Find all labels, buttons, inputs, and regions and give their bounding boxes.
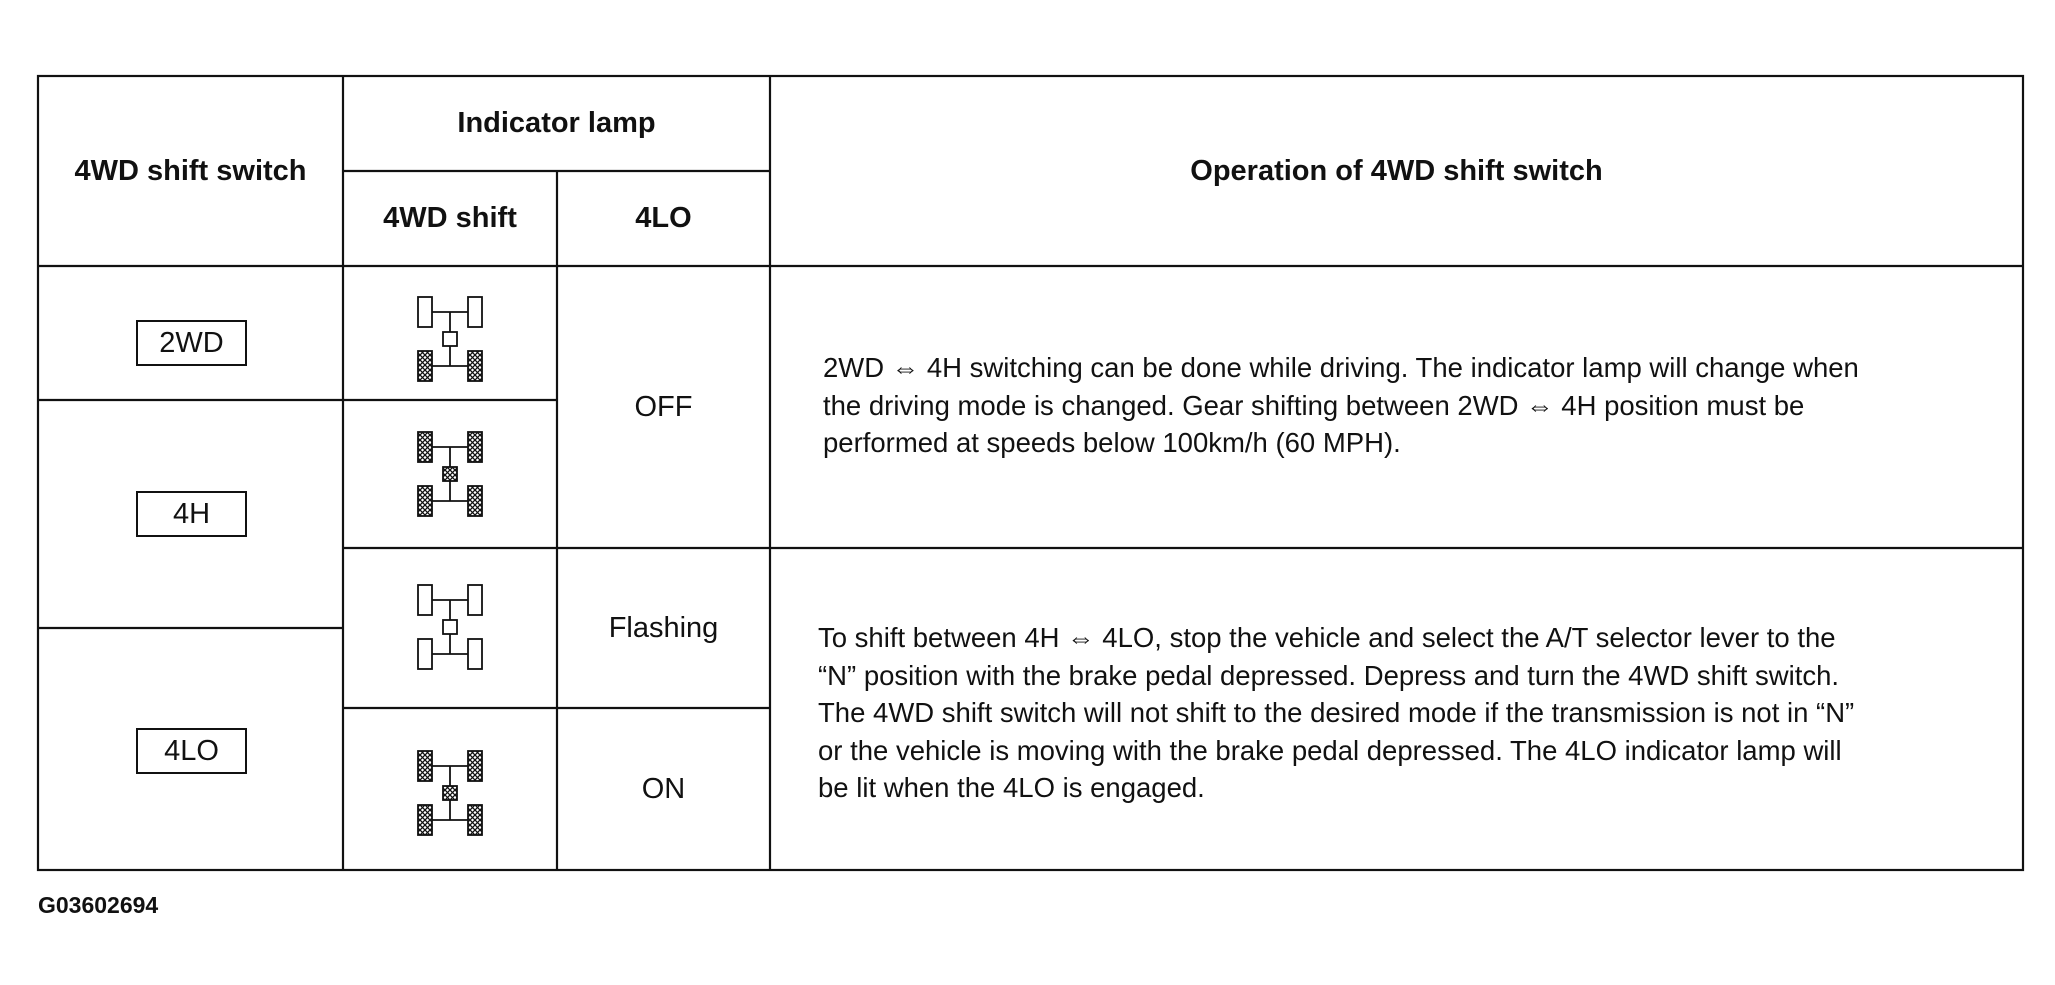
header-4lo-column: 4LO: [635, 202, 692, 234]
operation-line: 2WD ⇔ 4H switching can be done while driving. The indicator lamp will change when: [823, 352, 1859, 383]
figure-id: G03602694: [38, 892, 159, 918]
4wd-lamp-all-lit-icon: [418, 751, 482, 835]
header-4wd-shift-switch: 4WD shift switch: [74, 154, 307, 187]
header-indicator-lamp: Indicator lamp: [457, 107, 656, 139]
mode-label-4h: 4H: [136, 491, 247, 537]
operation-text-2wd-4h: [823, 349, 1859, 462]
operation-line: The 4WD shift switch will not shift to the desired mode if the transmission is not in “N”: [818, 697, 1855, 728]
mode-label-2wd: 2WD: [136, 320, 247, 366]
operation-line: be lit when the 4LO is engaged.: [818, 772, 1205, 803]
4wd-lamp-unlit-icon: [418, 585, 482, 669]
header-operation: Operation of 4WD shift switch: [1190, 154, 1603, 187]
4wd-lamp-rear-lit-icon: [418, 297, 482, 381]
header-4wd-shift-column: 4WD shift: [383, 202, 517, 234]
operation-line: the driving mode is changed. Gear shifting between 2WD ⇔ 4H position must be: [823, 389, 1805, 421]
operation-line: To shift between 4H ⇔ 4LO, stop the vehicle and select the A/T selector lever to the: [818, 622, 1836, 653]
lo-state-off: OFF: [634, 390, 693, 423]
operation-line: or the vehicle is moving with the brake pedal depressed. The 4LO indicator lamp will: [818, 734, 1842, 766]
4wd-lamp-all-lit-icon: [418, 432, 482, 516]
lo-state-on: ON: [641, 772, 686, 805]
operation-line: “N” position with the brake pedal depressed. Depress and turn the 4WD shift switch.: [818, 659, 1840, 691]
operation-text-4h-4lo: [818, 619, 1854, 807]
mode-label-4lo: 4LO: [136, 728, 247, 774]
operation-line: performed at speeds below 100km/h (60 MPH).: [823, 427, 1401, 458]
lo-state-flashing: Flashing: [608, 611, 719, 644]
